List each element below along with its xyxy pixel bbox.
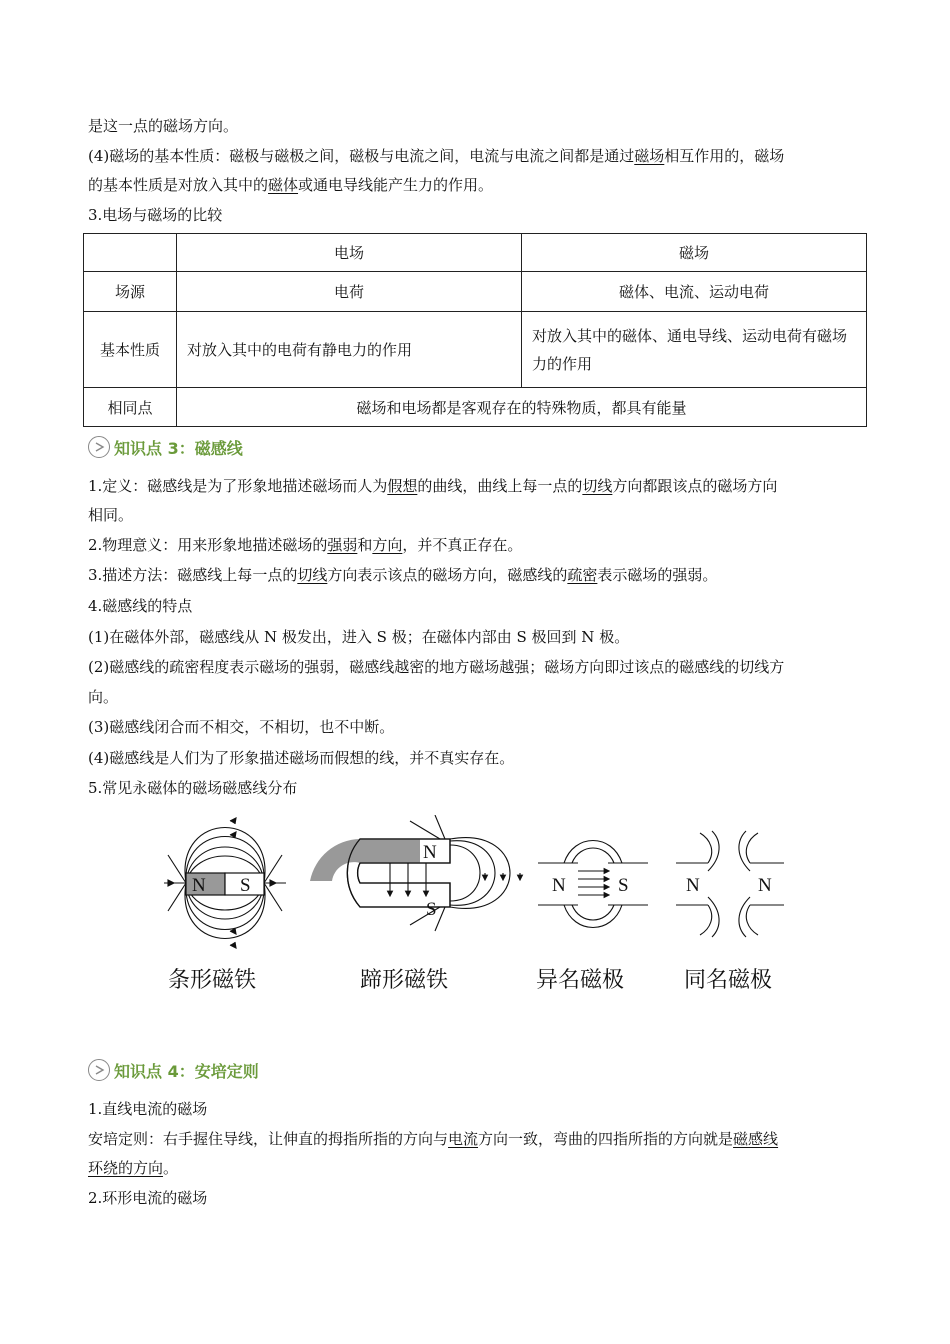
underlined-answer: 疏密	[567, 566, 598, 584]
paragraph-definition-cont: 相同。	[88, 506, 134, 524]
paragraph-line: 是这一点的磁场方向。	[88, 117, 239, 135]
section-heading-kp4	[88, 1057, 259, 1083]
pole-label-n: N	[552, 875, 566, 896]
underlined-answer: 环绕的方向	[88, 1159, 164, 1177]
pole-label-s: S	[426, 899, 437, 920]
table-header-cell	[84, 234, 177, 272]
paragraph-features-title: 4.磁感线的特点	[88, 597, 193, 615]
paragraph-physical-meaning: 2.物理意义：用来形象地描述磁场的强弱和方向，并不真正存在。	[88, 536, 523, 554]
comparison-table	[83, 233, 867, 427]
paragraph-ampere-rule: 安培定则：右手握住导线，让伸直的拇指所指的方向与电流方向一致，弯曲的四指所指的方向就是磁感线	[88, 1130, 779, 1148]
caption-like-poles: 同名磁极	[684, 968, 773, 993]
paragraph-method: 3.描述方法：磁感线上每一点的切线方向表示该点的磁场方向，磁感线的疏密表示磁场的强弱。	[88, 566, 718, 584]
table-cell: 磁场和电场都是客观存在的特殊物质，都具有能量	[177, 388, 867, 427]
paragraph-item-4-cont: 的基本性质是对放入其中的磁体或通电导线能产生力的作用。	[88, 176, 494, 194]
pole-label-n: N	[686, 875, 700, 896]
table-row-label: 场源	[84, 272, 177, 312]
paragraph-distribution-title: 5.常见永磁体的磁场磁感线分布	[88, 779, 298, 797]
section-heading-text: 知识点 3：磁感线	[114, 438, 243, 458]
table-row-label: 相同点	[84, 388, 177, 427]
pole-label-n: N	[423, 842, 437, 863]
underlined-answer: 电流	[448, 1130, 479, 1148]
paragraph-definition: 1.定义：磁感线是为了形象地描述磁场而人为假想的曲线，曲线上每一点的切线方向都跟该点的磁场方向	[88, 477, 778, 495]
paragraph-feature-2: (2)磁感线的疏密程度表示磁场的强弱，磁感线越密的地方磁场越强；磁场方向即过该点的磁感线的切线方	[88, 658, 785, 676]
table-header-cell: 磁场	[522, 234, 867, 272]
paragraph-ampere-rule-cont: 环绕的方向。	[88, 1159, 179, 1177]
paragraph-feature-1: (1)在磁体外部，磁感线从 N 极发出，进入 S 极；在磁体内部由 S 极回到 N 极。	[88, 628, 630, 646]
underlined-answer: 假想	[387, 477, 418, 495]
underlined-answer: 磁场	[634, 147, 665, 165]
table-row-label: 基本性质	[84, 312, 177, 388]
section-3-title: 3.电场与磁场的比较	[88, 206, 223, 224]
paragraph-feature-4: (4)磁感线是人们为了形象描述磁场而假想的线，并不真实存在。	[88, 749, 515, 767]
play-badge-icon	[88, 1059, 110, 1081]
table-cell: 对放入其中的电荷有静电力的作用	[177, 312, 522, 388]
pole-label-n: N	[192, 875, 206, 896]
paragraph-item-4: (4)磁场的基本性质：磁极与磁极之间，磁极与电流之间，电流与电流之间都是通过磁场相互作用的，磁场	[88, 147, 785, 165]
underlined-answer: 磁感线	[733, 1130, 779, 1148]
table-row	[84, 388, 867, 427]
pole-label-n: N	[758, 875, 772, 896]
magnetic-field-figure	[160, 815, 800, 1005]
table-header-cell: 电场	[177, 234, 522, 272]
horseshoe-magnet-diagram	[310, 815, 520, 931]
underlined-answer: 方向	[372, 536, 403, 554]
table-cell: 对放入其中的磁体、通电导线、运动电荷有磁场力的作用	[522, 312, 867, 388]
paragraph-loop-current: 2.环形电流的磁场	[88, 1189, 208, 1207]
underlined-answer: 磁体	[268, 176, 299, 194]
caption-bar-magnet: 条形磁铁	[168, 968, 257, 993]
table-row	[84, 272, 867, 312]
table-cell: 电荷	[177, 272, 522, 312]
table-row	[84, 312, 867, 388]
play-badge-icon	[88, 436, 110, 458]
table-header-row	[84, 234, 867, 272]
paragraph-feature-2-cont: 向。	[88, 688, 119, 706]
paragraph-straight-current: 1.直线电流的磁场	[88, 1100, 208, 1118]
paragraph-feature-3: (3)磁感线闭合而不相交，不相切，也不中断。	[88, 718, 395, 736]
underlined-answer: 切线	[297, 566, 328, 584]
table-cell: 磁体、电流、运动电荷	[522, 272, 867, 312]
section-heading-text: 知识点 4：安培定则	[114, 1061, 259, 1081]
pole-label-s: S	[618, 875, 629, 896]
underlined-answer: 切线	[582, 477, 613, 495]
caption-horseshoe-magnet: 蹄形磁铁	[360, 968, 449, 993]
section-heading-kp3	[88, 434, 243, 460]
caption-opposite-poles: 异名磁极	[536, 968, 625, 993]
pole-label-s: S	[240, 875, 251, 896]
underlined-answer: 强弱	[327, 536, 358, 554]
